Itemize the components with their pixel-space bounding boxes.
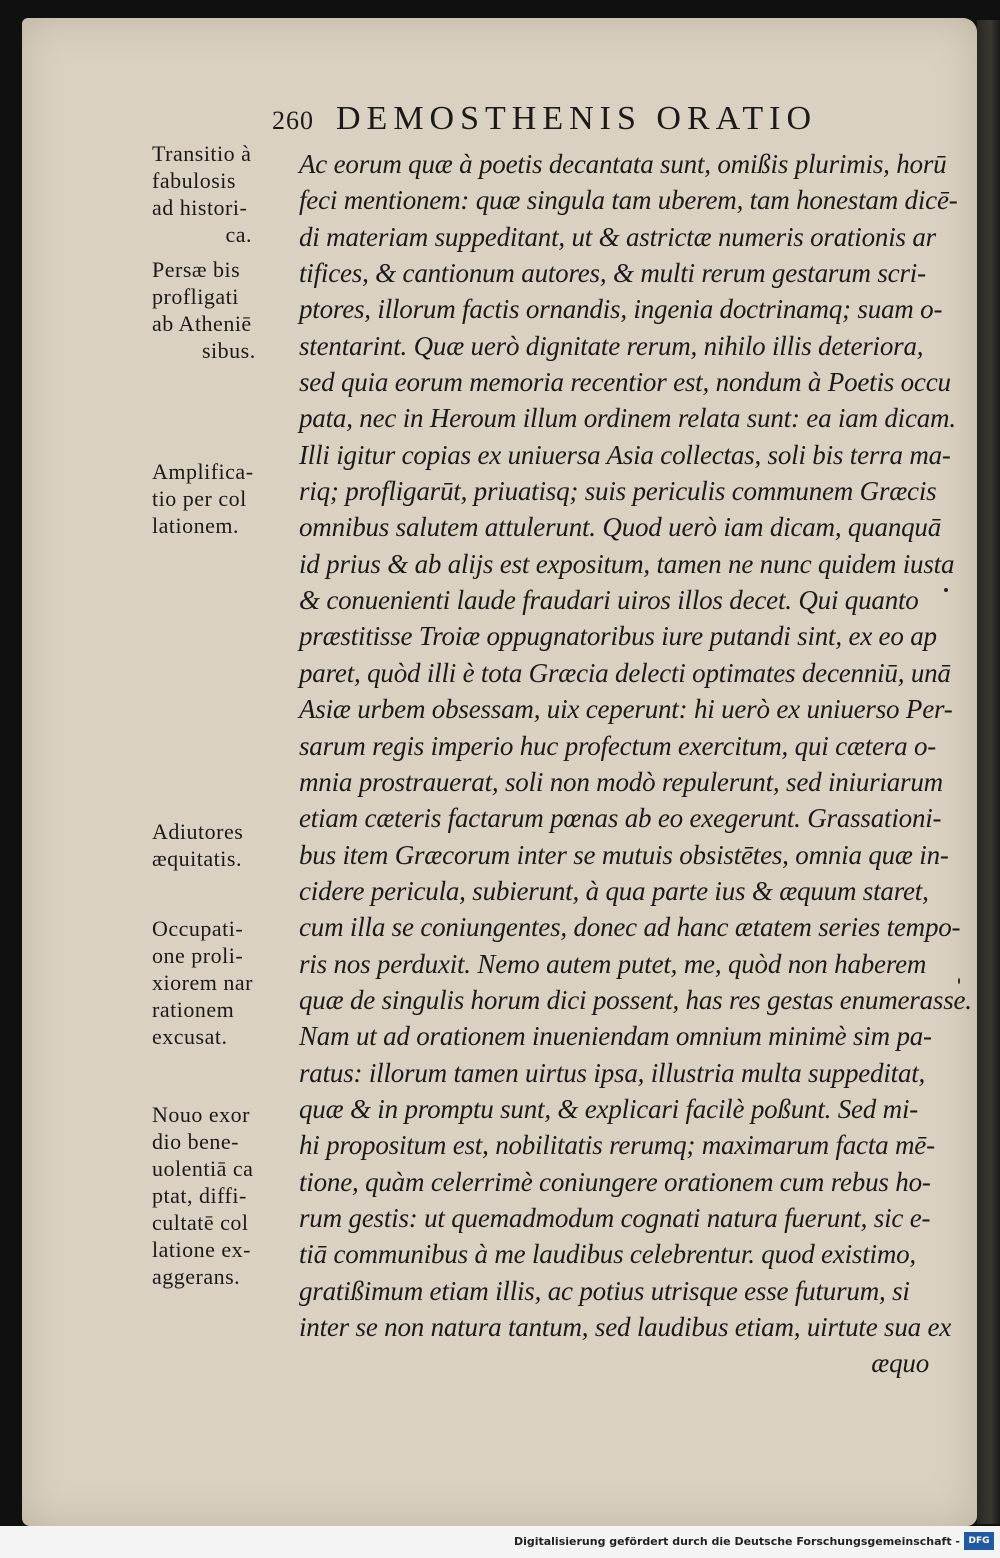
note-line: xiorem nar xyxy=(152,970,253,995)
book-edge xyxy=(977,20,1000,1524)
text-line: tiā communibus à me laudibus celebrentur. quod existimo, xyxy=(299,1239,916,1270)
text-line: præstitisse Troiæ oppugnatoribus iure putandi sint, ex eo ap xyxy=(299,621,937,652)
note-line: ptat, diffi- xyxy=(152,1183,247,1208)
text-line: quæ de singulis horum dici possent, has res gestas enumerasse. xyxy=(299,984,972,1015)
margin-note xyxy=(152,818,292,872)
text-line: & conuenienti laude fraudari uiros illos decet. Qui quanto xyxy=(299,585,919,616)
text-line: sarum regis imperio huc profectum exercitum, qui cætera o- xyxy=(299,730,937,761)
funding-credit: Digitalisierung gefördert durch die Deutsche Forschungsgemeinschaft - xyxy=(513,1535,960,1548)
note-line: Adiutores xyxy=(152,819,244,844)
running-title: DEMOSTHENIS ORATIO xyxy=(336,100,818,137)
text-line: tifices, & cantionum autores, & multi rerum gestarum scri- xyxy=(299,258,926,289)
margin-note xyxy=(152,256,292,364)
note-line: Occupati- xyxy=(152,916,244,941)
digitization-footer xyxy=(0,1526,1000,1558)
text-line: Ac eorum quæ à poetis decantata sunt, omißis plurimis, horū xyxy=(299,149,947,179)
text-line: riq; profligarūt, priuatisq; suis periculis communem Græcis xyxy=(299,476,937,507)
note-line: one proli- xyxy=(152,943,244,968)
text-line: ris nos perduxit. Nemo autem putet, me, quòd non haberem xyxy=(299,948,927,979)
dfg-logo: DFG xyxy=(964,1532,994,1550)
ink-speck xyxy=(958,978,960,984)
running-head xyxy=(272,100,912,138)
note-line: Persæ bis xyxy=(152,257,241,282)
text-line: ratus: illorum tamen uirtus ipsa, illustria multa suppeditat, xyxy=(299,1057,926,1088)
note-line: latione ex- xyxy=(152,1237,251,1262)
note-line: Amplifica- xyxy=(152,459,254,484)
text-line: bus item Græcorum inter se mutuis obsistētes, omnia quæ in- xyxy=(299,839,949,870)
text-line: gratißimum etiam illis, ac potius utrisque esse futurum, si xyxy=(299,1275,910,1306)
text-line: stentarint. Quæ uerò dignitate rerum, nihilo illis deteriora, xyxy=(299,330,924,361)
note-line: profligati xyxy=(152,284,239,309)
note-line: tio per col xyxy=(152,486,247,511)
note-line: Nouo exor xyxy=(152,1102,250,1127)
text-line: ptores, illorum factis ornandis, ingenia doctrinamq; suam o- xyxy=(299,294,943,325)
margin-note xyxy=(152,915,292,1050)
text-line: pata, nec in Heroum illum ordinem relata sunt: ea iam dicam. xyxy=(299,403,956,434)
note-line: ab Atheniē xyxy=(152,311,252,336)
ink-speck xyxy=(944,588,948,592)
text-line: cidere pericula, subierunt, à qua parte ius & æquum staret, xyxy=(299,875,929,906)
text-line: paret, quòd illi è tota Græcia delecti optimates decenniū, unā xyxy=(299,657,951,688)
text-line: hi propositum est, nobilitatis rerumq; maximarum facta mē- xyxy=(299,1130,935,1161)
text-line: omnibus salutem attulerunt. Quod uerò iam dicam, quanquā xyxy=(299,512,942,543)
text-line: cum illa se coniungentes, donec ad hanc ætatem series tempo- xyxy=(299,912,961,943)
text-line: sed quia eorum memoria recentior est, nondum à Poetis occu xyxy=(299,367,951,398)
note-line: excusat. xyxy=(152,1024,228,1049)
text-line: inter se non natura tantum, sed laudibus etiam, uirtute sua ex xyxy=(299,1312,952,1342)
body-text xyxy=(299,146,972,1382)
note-line: Transitio à xyxy=(152,141,252,166)
note-line: fabulosis xyxy=(152,168,236,193)
text-line: Nam ut ad orationem inueniendam omnium minimè sim pa- xyxy=(299,1021,932,1052)
margin-note xyxy=(152,458,292,539)
note-line: lationem. xyxy=(152,513,239,538)
margin-note xyxy=(152,1101,292,1290)
text-line: id prius & ab alijs est expositum, tamen ne nunc quidem iusta xyxy=(299,548,955,579)
text-line: tione, quàm celerrimè coniungere orationem cum rebus ho- xyxy=(299,1166,931,1197)
text-line: Illi igitur copias ex uniuersa Asia collectas, soli bis terra ma- xyxy=(299,439,951,470)
text-line: Asiæ urbem obsessam, uix ceperunt: hi uerò ex uniuerso Per- xyxy=(299,694,953,725)
book-page xyxy=(22,18,977,1526)
note-line: sibus. xyxy=(202,338,256,363)
note-line: cultatē col xyxy=(152,1210,249,1235)
margin-note xyxy=(152,140,292,248)
text-line: di materiam suppeditant, ut & astrictæ numeris orationis ar xyxy=(299,221,936,252)
note-line: ad histori- xyxy=(152,195,248,220)
catchword: æquo xyxy=(871,1348,929,1379)
note-line: uolentiā ca xyxy=(152,1156,254,1181)
text-line: feci mentionem: quæ singula tam uberem, tam honestam dicē- xyxy=(299,185,958,216)
note-line: æquitatis. xyxy=(152,846,242,871)
page-number: 260 xyxy=(272,106,314,135)
note-line: aggerans. xyxy=(152,1264,241,1289)
text-line: etiam cæteris factarum pœnas ab eo exegerunt. Grassationi- xyxy=(299,803,942,834)
text-line: mnia prostrauerat, soli non modò repulerunt, sed iniuriarum xyxy=(299,766,943,797)
text-line: rum gestis: ut quemadmodum cognati natura fuerunt, sic e- xyxy=(299,1202,931,1233)
note-line: dio bene- xyxy=(152,1129,239,1154)
note-line: ca. xyxy=(225,222,252,247)
text-line: quæ & in promptu sunt, & explicari facilè poßunt. Sed mi- xyxy=(299,1093,919,1124)
note-line: rationem xyxy=(152,997,235,1022)
